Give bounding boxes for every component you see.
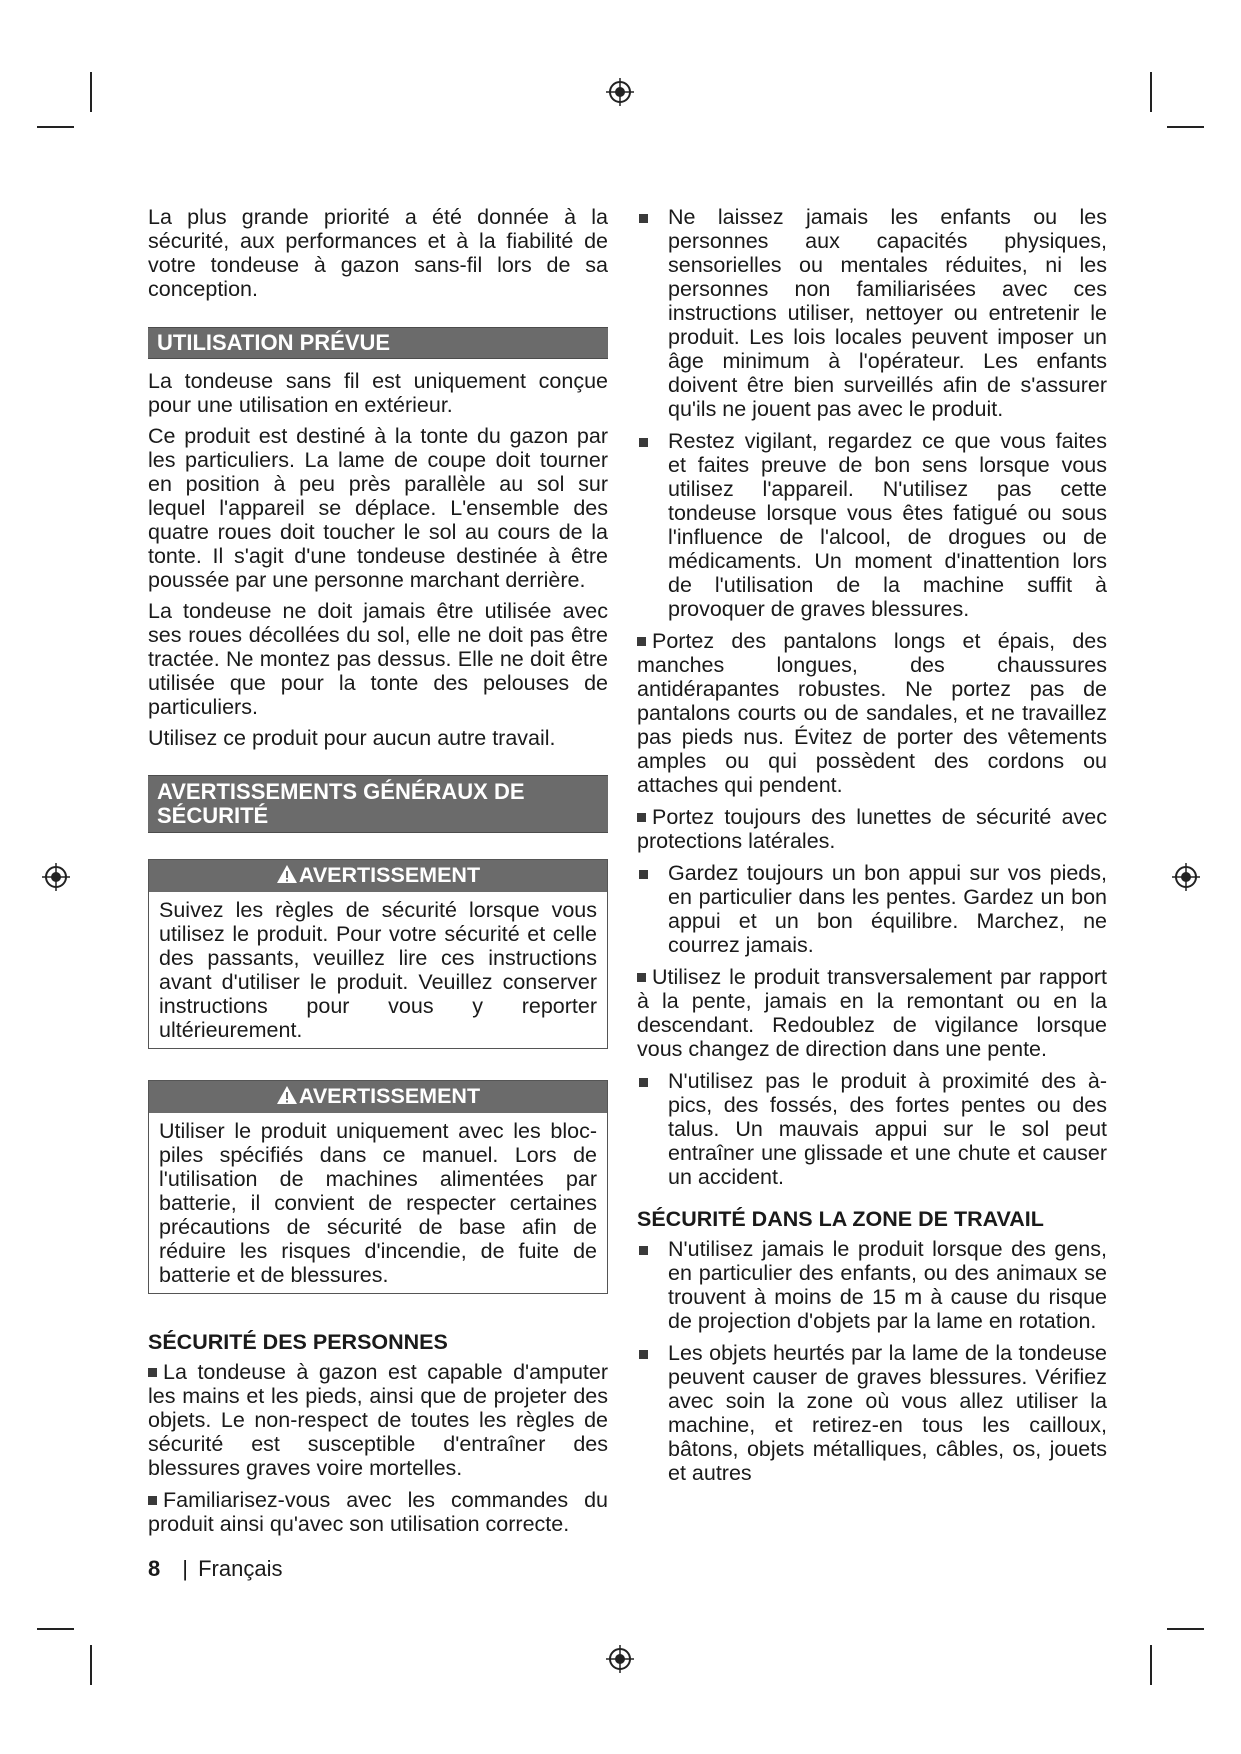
footer-separator: | — [182, 1556, 188, 1581]
list-item: Familiarisez-vous avec les commandes du produit ainsi qu'avec son utilisation correcte. — [148, 1488, 608, 1536]
intro-paragraph: La plus grande priorité a été donnée à la sécurité, aux performances et à la fiabilité de votre tondeuse à gazon sans-fil lors de sa conception. — [148, 205, 608, 301]
bullet-list — [637, 205, 1107, 621]
paragraph: Ce produit est destiné à la tonte du gazon par les particuliers. La lame de coupe doit tourner en position à peu près parallèle au sol sur lequel l'appareil se déplace. L'ensemble des quatre roues doit toucher le sol au cours de la tonte. Il s'agit d'une tondeuse destinée à être poussée par une personne marchant derrière. — [148, 424, 608, 592]
crop-mark — [90, 1645, 92, 1685]
registration-mark-icon — [41, 862, 71, 892]
page-footer — [148, 1556, 282, 1582]
bullet-square-icon — [639, 214, 648, 223]
warning-header — [149, 1081, 607, 1113]
crop-mark — [1167, 126, 1204, 128]
list-item: N'utilisez jamais le produit lorsque des gens, en particulier des enfants, ou des animaux se trouvent à moins de 15 m à cause du risque de projection d'objets par la lame en rotation. — [637, 1237, 1107, 1333]
list-item: Restez vigilant, regardez ce que vous faites et faites preuve de bon sens lorsque vous utilisez l'appareil. N'utilisez pas cette tondeuse lorsque vous êtes fatigué ou sous l'influence de l'alcool, de drogues ou de médicaments. Un moment d'inattention lors de l'utilisation de la machine suffit à provoquer de graves blessures. — [637, 429, 1107, 621]
list-item: Portez toujours des lunettes de sécurité avec protections latérales. — [637, 805, 1107, 853]
list-item: Utilisez le produit transversalement par rapport à la pente, jamais en la remontant ou en la descendant. Redoublez de vigilance lorsque vous changez de direction dans une pente. — [637, 965, 1107, 1061]
page-number: 8 — [148, 1556, 161, 1581]
bullet-list — [637, 861, 1107, 957]
warning-box — [148, 1080, 608, 1294]
paragraph: La tondeuse sans fil est uniquement conçue pour une utilisation en extérieur. — [148, 369, 608, 417]
bullet-square-icon — [637, 813, 646, 822]
bullet-square-icon — [639, 1350, 648, 1359]
registration-mark-icon — [605, 77, 635, 107]
crop-mark — [90, 72, 92, 112]
section-heading-personal-safety: SÉCURITÉ DES PERSONNES — [148, 1330, 448, 1354]
bullet-square-icon — [639, 870, 648, 879]
warning-title: AVERTISSEMENT — [298, 863, 481, 887]
crop-mark — [37, 1628, 74, 1630]
bullet-square-icon — [639, 1246, 648, 1255]
bullet-square-icon — [148, 1496, 157, 1505]
footer-language: Français — [198, 1556, 283, 1581]
bullet-square-icon — [639, 438, 648, 447]
section-heading-intended-use: UTILISATION PRÉVUE — [148, 327, 608, 359]
crop-mark — [1167, 1628, 1204, 1630]
section-heading-work-area-safety: SÉCURITÉ DANS LA ZONE DE TRAVAIL — [637, 1207, 1044, 1231]
left-column — [148, 205, 608, 1544]
warning-box — [148, 859, 608, 1049]
warning-text: Utiliser le produit uniquement avec les bloc-piles spécifiés dans ce manuel. Lors de l'utilisation de machines alimentées par batterie, il convient de respecter certaines précautions de sécurité de base afin de réduire les risques d'incendie, de fuite de batterie et de blessures. — [159, 1119, 597, 1287]
list-item: Gardez toujours un bon appui sur vos pieds, en particulier dans les pentes. Gardez un bon appui et un bon équilibre. Marchez, ne courrez jamais. — [637, 861, 1107, 957]
bullet-list — [637, 1069, 1107, 1189]
list-item: Portez des pantalons longs et épais, des manches longues, des chaussures antidérapantes robustes. Ne portez pas de pantalons courts ou de sandales, et ne travaillez pas pieds nus. Évitez de porter des vêtements amples ou qui possèdent des cordons ou attaches qui pendent. — [637, 629, 1107, 797]
warning-header — [149, 860, 607, 892]
bullet-list — [637, 1237, 1107, 1485]
bullet-list — [637, 629, 1107, 853]
bullet-list — [637, 965, 1107, 1061]
list-item: Les objets heurtés par la lame de la tondeuse peuvent causer de graves blessures. Vérifiez avec soin la zone où vous allez utiliser la machine, et retirez-en tous les cailloux, bâtons, objets métalliques, câbles, os, jouets et autres — [637, 1341, 1107, 1485]
right-column — [637, 205, 1107, 1493]
paragraph: La tondeuse ne doit jamais être utilisée avec ses roues décollées du sol, elle ne doit pas être tractée. Ne montez pas dessus. Elle ne doit être utilisée que pour la tonte des pelouses de particuliers. — [148, 599, 608, 719]
warning-triangle-icon — [276, 864, 298, 890]
warning-text: Suivez les règles de sécurité lorsque vous utilisez le produit. Pour votre sécurité et celle des passants, veuillez lire ces instructions avant d'utiliser le produit. Veuillez conserver instructions pour vous y reporter ultérieurement. — [159, 898, 597, 1042]
crop-mark — [1150, 1645, 1152, 1685]
crop-mark — [37, 126, 74, 128]
bullet-list — [148, 1360, 608, 1536]
section-heading-general-warnings: AVERTISSEMENTS GÉNÉRAUX DE SÉCURITÉ — [148, 775, 608, 833]
warning-title: AVERTISSEMENT — [298, 1084, 481, 1108]
crop-mark — [1150, 72, 1152, 112]
list-item: N'utilisez pas le produit à proximité des à-pics, des fossés, des fortes pentes ou des talus. Un mauvais appui sur le sol peut entraîner une glissade et une chute et causer un accident. — [637, 1069, 1107, 1189]
registration-mark-icon — [605, 1644, 635, 1674]
bullet-square-icon — [639, 1078, 648, 1087]
paragraph: Utilisez ce produit pour aucun autre travail. — [148, 726, 556, 750]
list-item: Ne laissez jamais les enfants ou les personnes aux capacités physiques, sensorielles ou mentales réduites, ni les personnes non familiarisées avec ces instructions utiliser, nettoyer ou entretenir le produit. Les lois locales peuvent imposer un âge minimum à l'opérateur. Les enfants doivent être bien surveillés afin de s'assurer qu'ils ne jouent pas avec le produit. — [637, 205, 1107, 421]
bullet-square-icon — [637, 973, 646, 982]
bullet-square-icon — [148, 1368, 157, 1377]
registration-mark-icon — [1171, 862, 1201, 892]
bullet-square-icon — [637, 637, 646, 646]
warning-triangle-icon — [276, 1085, 298, 1111]
list-item: La tondeuse à gazon est capable d'amputer les mains et les pieds, ainsi que de projeter des objets. Le non-respect de toutes les règles de sécurité est susceptible d'entraîner des blessures graves voire mortelles. — [148, 1360, 608, 1480]
